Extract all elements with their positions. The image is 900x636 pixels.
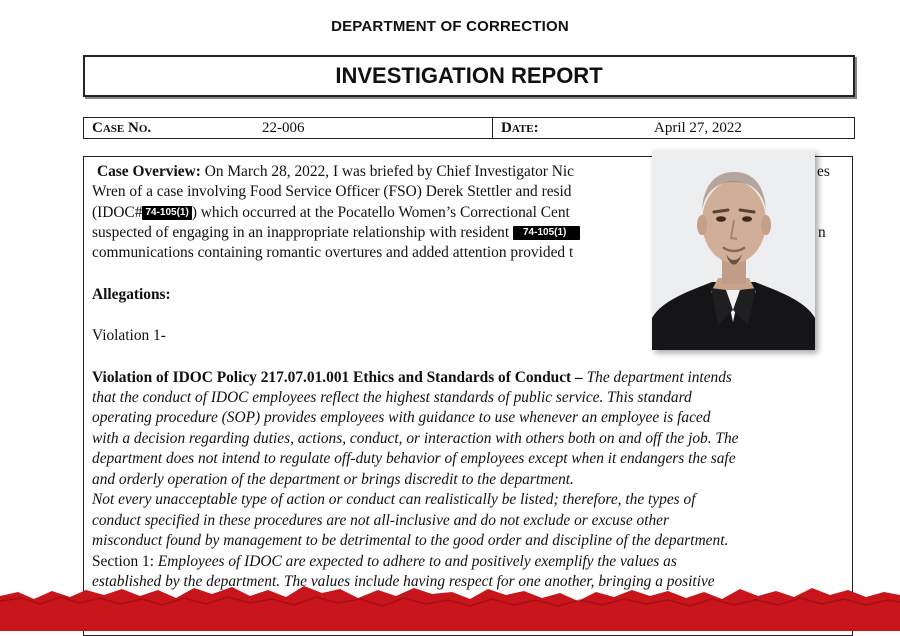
policy-line-7: Not every unacceptable type of action or conduct can realistically be listed; therefore, the types of [92, 491, 696, 508]
allegations-heading: Allegations: [92, 286, 171, 303]
policy-line-4: with a decision regarding duties, actions, conduct, or interaction with others both on and off the job. The [92, 430, 739, 447]
overview-text-3b: ) which occurred at the Pocatello Women’s Correctional Cent [191, 204, 570, 221]
redaction-box-1: 74-105(1) [142, 206, 191, 220]
overview-line-4 [92, 224, 580, 242]
overview-text-4a: suspected of engaging in an inappropriate relationship with resident [92, 224, 510, 241]
overview-line-1 [97, 163, 574, 181]
violation-heading: Violation 1- [92, 327, 166, 344]
overview-line-2: Wren of a case involving Food Service Officer (FSO) Derek Stettler and resid [92, 183, 572, 200]
overview-line-3 [92, 204, 570, 222]
case-number-value: 22-006 [262, 119, 305, 136]
overview-line-4-tail: n [818, 224, 826, 241]
overview-label: Case Overview: [97, 163, 201, 180]
section-1-label: Section 1: [92, 553, 154, 570]
case-number-label: Case No. [92, 119, 152, 136]
subject-photo [652, 150, 815, 350]
overview-line-5: communications containing romantic overtures and added attention provided t [92, 244, 574, 261]
date-label: Date: [492, 118, 646, 138]
date-value: April 27, 2022 [654, 119, 742, 136]
policy-line-5: department does not intend to regulate off-duty behavior of employees except when it endangers the safe [92, 450, 736, 467]
policy-line-2: that the conduct of IDOC employees reflect the highest standards of public service. This standard [92, 389, 692, 406]
policy-line-8: conduct specified in these procedures are not all-inclusive and do not exclude or excuse other [92, 512, 669, 529]
section-1-line-1 [92, 553, 677, 571]
policy-title: Violation of IDOC Policy 217.07.01.001 Ethics and Standards of Conduct – [92, 369, 583, 386]
subject-photo-illustration [652, 150, 815, 350]
policy-intro: The department intends [586, 369, 732, 386]
section-1-line-2: established by the department. The values include having respect for one another, bringing a positive [92, 573, 715, 590]
overview-text-3a: (IDOC# [92, 204, 143, 221]
policy-line-1 [92, 369, 732, 387]
overview-text-1: On March 28, 2022, I was briefed by Chief Investigator Nic [204, 163, 574, 180]
department-heading: DEPARTMENT OF CORRECTION [331, 18, 569, 35]
policy-line-9: misconduct found by management to be detrimental to the good order and discipline of the department. [92, 532, 729, 549]
case-meta-row [83, 117, 855, 139]
section-1-text-a: Employees of IDOC are expected to adhere to and positively exemplify the values as [157, 553, 677, 570]
redaction-box-2: 74-105(1) [513, 226, 580, 240]
policy-line-3: operating procedure (SOP) provides employees with guidance to use whenever an employee is faced [92, 409, 711, 426]
policy-line-6: and orderly operation of the department or brings discredit to the department. [92, 471, 574, 488]
torn-paper-edge [0, 580, 900, 631]
report-title: INVESTIGATION REPORT [83, 55, 855, 97]
overview-line-1-tail: es [817, 163, 830, 180]
